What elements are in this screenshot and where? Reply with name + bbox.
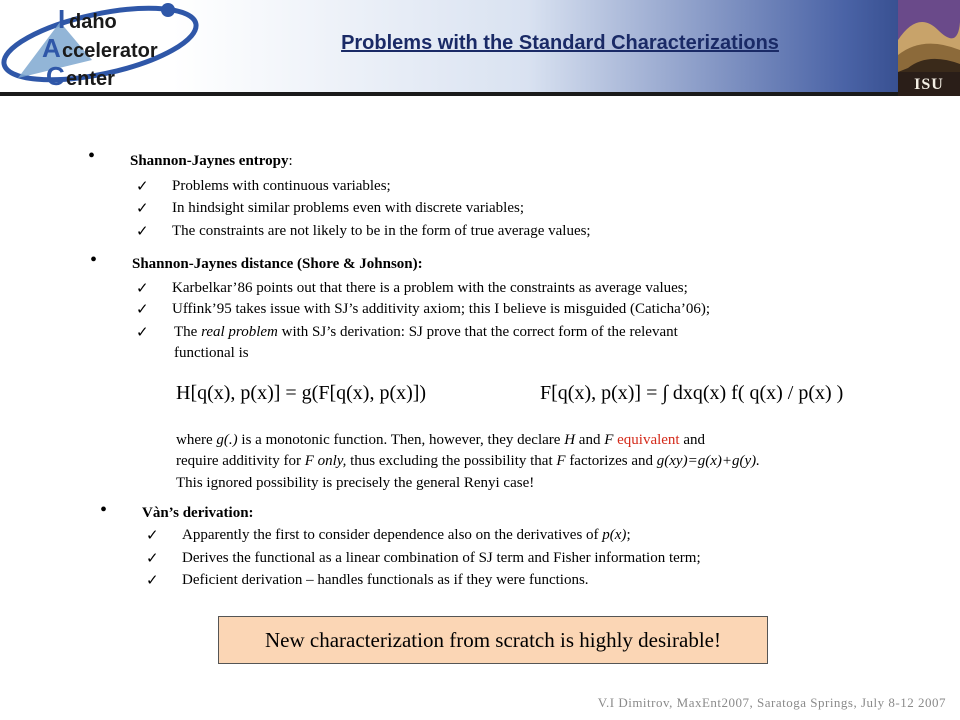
checkmark-icon: ✓	[136, 201, 149, 217]
explanation-line: require additivity for F only, thus excluding the possibility that F factorizes and g(xy)=g(x)+g(y).	[176, 453, 760, 469]
formula-f: F[q(x), p(x)] = ∫ dxq(x) f( q(x) / p(x) )	[540, 382, 844, 404]
checkmark-icon: ✓	[146, 551, 159, 567]
checkmark-icon: ✓	[136, 302, 149, 318]
bullet-dot: •	[90, 249, 98, 271]
conclusion-callout: New characterization from scratch is highly desirable!	[218, 616, 768, 664]
section-heading: Shannon-Jaynes distance (Shore & Johnson):	[132, 256, 423, 272]
explanation-line: This ignored possibility is precisely the general Renyi case!	[176, 475, 535, 491]
svg-text:C: C	[46, 61, 65, 91]
section-heading: Vàn’s derivation:	[142, 505, 254, 521]
checkmark-icon: ✓	[136, 224, 149, 240]
list-item: Problems with continuous variables;	[172, 178, 391, 194]
checkmark-icon: ✓	[136, 179, 149, 195]
footer-citation: V.I Dimitrov, MaxEnt2007, Saratoga Springs, July 8-12 2007	[597, 695, 946, 710]
bullet-dot: •	[88, 145, 96, 167]
formula-h: H[q(x), p(x)] = g(F[q(x), p(x)])	[176, 382, 427, 404]
svg-text:I: I	[58, 4, 66, 34]
list-item: The real problem with SJ’s derivation: SJ prove that the correct form of the relevant	[174, 324, 678, 340]
slide-title: Problems with the Standard Characterizations	[341, 32, 779, 54]
list-item: In hindsight similar problems even with discrete variables;	[172, 200, 525, 216]
list-item-continuation: functional is	[174, 345, 249, 361]
isu-logo	[898, 0, 960, 96]
explanation-line: where g(.) is a monotonic function. Then, however, they declare H and F equivalent and	[176, 432, 706, 448]
section-heading: Shannon-Jaynes entropy:	[130, 153, 293, 169]
list-item: Deficient derivation – handles functionals as if they were functions.	[182, 572, 589, 588]
list-item: Apparently the first to consider dependence also on the derivatives of p(x);	[182, 527, 631, 543]
header-divider	[0, 92, 898, 96]
list-item: The constraints are not likely to be in the form of true average values;	[172, 223, 591, 239]
svg-text:A: A	[42, 33, 61, 63]
list-item: Derives the functional as a linear combination of SJ term and Fisher information term;	[182, 550, 701, 566]
checkmark-icon: ✓	[136, 281, 149, 297]
checkmark-icon: ✓	[146, 528, 159, 544]
list-item: Uffink’95 takes issue with SJ’s additivity axiom; this I believe is misguided (Caticha’06);	[172, 301, 710, 317]
checkmark-icon: ✓	[136, 325, 149, 341]
isu-text: ISU	[914, 76, 944, 93]
svg-text:enter: enter	[66, 68, 115, 90]
mountain-landscape-icon	[898, 0, 960, 72]
svg-text:daho: daho	[69, 11, 117, 33]
svg-text:ccelerator: ccelerator	[62, 40, 158, 62]
checkmark-icon: ✓	[146, 573, 159, 589]
list-item: Karbelkar’86 points out that there is a problem with the constraints as average values;	[172, 280, 688, 296]
bullet-dot: •	[100, 499, 108, 521]
idaho-accelerator-center-logo	[0, 0, 210, 92]
